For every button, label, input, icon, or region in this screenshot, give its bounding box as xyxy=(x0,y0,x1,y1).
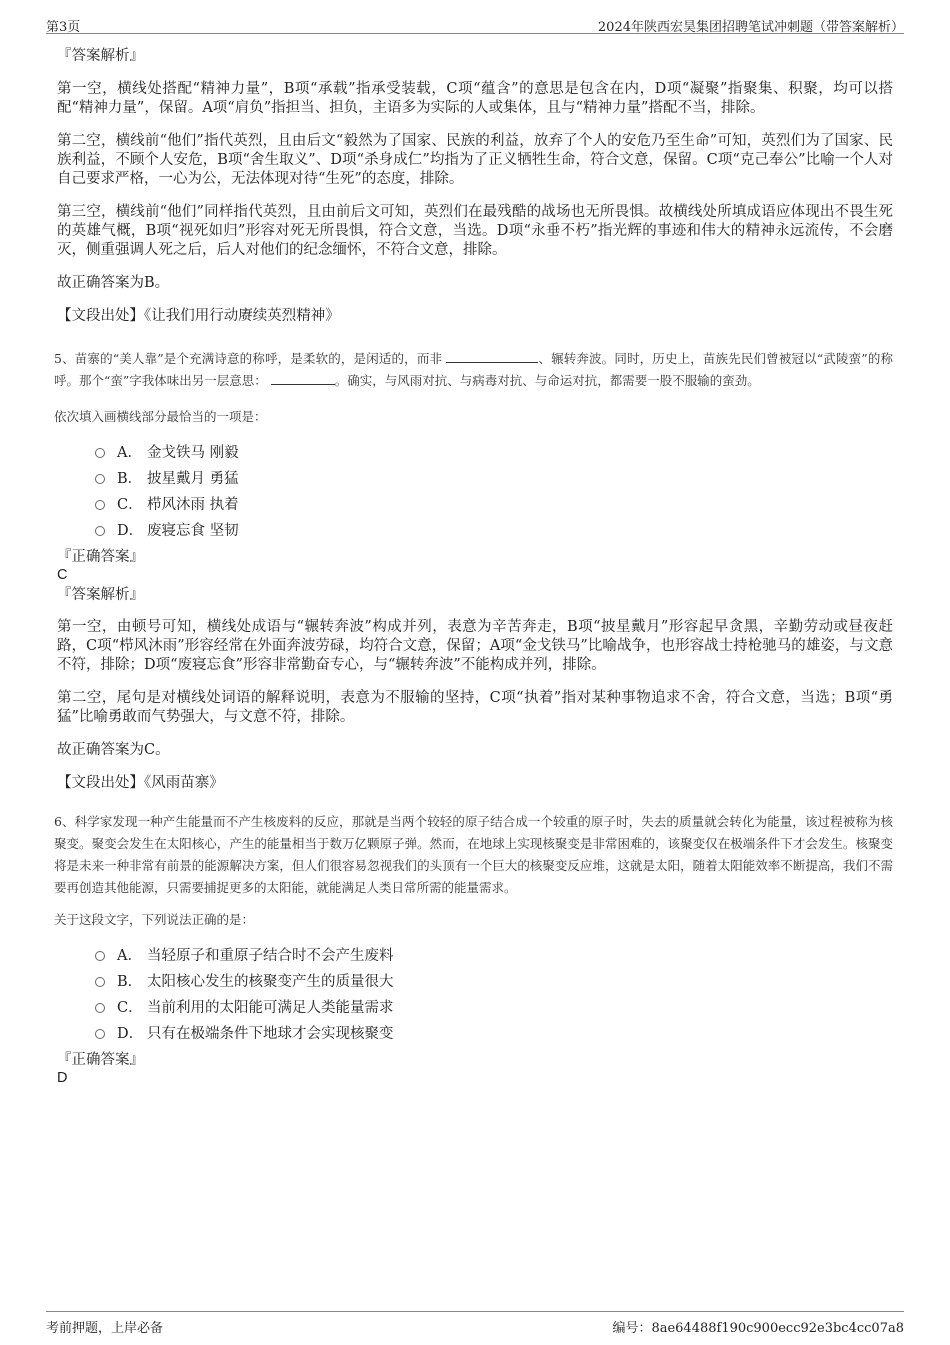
q5-analysis-para-1: 第一空，由顿号可知，横线处成语与“辗转奔波”构成并列，表意为辛苦奔走，B项“披星戴月”形容起早贪黑，辛勤劳动或昼夜赶路，C项“栉风沐雨”形容经常在外面奔波劳碌，均符合文意，保留；A项“金戈铁马”比喻战争，也形容战士持枪驰马的雄姿，与文意不符，排除；D项“废寝忘食”形容非常勤奋专心，与“辗转奔波”不能构成并列，排除。 xyxy=(57,619,893,673)
q6-option-a[interactable]: A． 当轻原子和重原子结合时不会产生废料 xyxy=(95,941,893,967)
q4-analysis-para-1: 第一空，横线处搭配“精神力量”，B项“承载”指承受装载，C项“蕴含”的意思是包含在内，D项“凝聚”指聚集、积聚，均可以搭配“精神力量”，保留。A项“肩负”指担当、担负，主语多为实际的人或集体，且与“精神力量”搭配不当，排除。 xyxy=(57,81,893,116)
q5-option-b[interactable]: B． 披星戴月 勇猛 xyxy=(95,464,893,490)
document-code: 编号：8ae64488f190c900ecc92e3bc4cc07a8 xyxy=(612,1321,904,1336)
q6-answer: D xyxy=(57,1070,68,1086)
radio-icon[interactable] xyxy=(95,1029,105,1039)
q5-blank-2 xyxy=(271,371,335,385)
q5-stem: 5、苗寨的“美人靠”是个充满诗意的称呼，是柔软的，是闲适的，而非 、辗转奔波。同时，历史上，苗族先民们曾被冠以“武陵蛮”的称呼。那个“蛮”字我体味出另一层意思： 。确实，与风雨对抗、与病毒对抗、与命运对抗，都需要一股不服输的蛮劲。 xyxy=(54,351,893,388)
radio-icon[interactable] xyxy=(95,526,105,536)
q5-prompt: 依次填入画横线部分最恰当的一项是： xyxy=(54,409,267,424)
q5-option-d[interactable]: D． 废寝忘食 坚韧 xyxy=(95,516,893,542)
q5-answer: C xyxy=(57,567,68,583)
q6-option-b[interactable]: B． 太阳核心发生的核聚变产生的质量很大 xyxy=(95,967,893,993)
q5-option-a[interactable]: A． 金戈铁马 刚毅 xyxy=(95,438,893,464)
q5-blank-1 xyxy=(446,349,538,363)
radio-icon[interactable] xyxy=(95,500,105,510)
q6-prompt: 关于这段文字，下列说法正确的是： xyxy=(54,912,255,927)
q4-analysis-para-2: 第二空，横线前“他们”指代英烈，且由后文“毅然为了国家、民族的利益，放弃了个人的安危乃至生命”可知，英烈们为了国家、民族利益，不顾个人安危，B项“舍生取义”、D项“杀身成仁”均指为了正义牺牲生命，符合文意，保留。C项“克己奉公”比喻一个人对自己要求严格，一心为公，无法体现对待“生死”的态度，排除。 xyxy=(57,133,893,187)
q6-options xyxy=(95,941,893,1045)
main-content xyxy=(54,46,893,1087)
radio-icon[interactable] xyxy=(95,951,105,961)
q4-answer-statement: 故正确答案为B。 xyxy=(57,275,170,291)
q5-option-c[interactable]: C． 栉风沐雨 执着 xyxy=(95,490,893,516)
q5-answer-label: 『正确答案』 xyxy=(57,549,144,565)
q5-options xyxy=(95,438,893,542)
q5-analysis-label: 『答案解析』 xyxy=(57,587,144,603)
radio-icon[interactable] xyxy=(95,977,105,987)
radio-icon[interactable] xyxy=(95,474,105,484)
q4-analysis-para-3: 第三空，横线前“他们”同样指代英烈，且由前后文可知，英烈们在最残酷的战场也无所畏惧。故横线处所填成语应体现出不畏生死的英雄气概，B项“视死如归”形容对死无所畏惧，符合文意，当选。D项“永垂不朽”指光辉的事迹和伟大的精神永远流传，不会磨灭，侧重强调人死之后，后人对他们的纪念缅怀，不符合文意，排除。 xyxy=(57,204,893,258)
q5-source: 【文段出处】《风雨苗寨》 xyxy=(57,775,224,791)
radio-icon[interactable] xyxy=(95,448,105,458)
footer-slogan: 考前押题，上岸必备 xyxy=(46,1321,164,1336)
q4-source: 【文段出处】《让我们用行动赓续英烈精神》 xyxy=(57,308,340,324)
radio-icon[interactable] xyxy=(95,1003,105,1013)
page-number: 第3页 xyxy=(46,20,81,35)
q6-option-d[interactable]: D． 只有在极端条件下地球才会实现核聚变 xyxy=(95,1019,893,1045)
document-title: 2024年陕西宏昊集团招聘笔试冲刺题（带答案解析） xyxy=(597,20,904,35)
q5-analysis-para-2: 第二空，尾句是对横线处词语的解释说明，表意为不服输的坚持，C项“执着”指对某种事物追求不舍，符合文意，当选；B项“勇猛”比喻勇敢而气势强大，与文意不符，排除。 xyxy=(57,690,893,725)
page-footer xyxy=(46,1311,904,1335)
q6-stem: 6、科学家发现一种产生能量而不产生核废料的反应，那就是当两个较轻的原子结合成一个较重的原子时，失去的质量就会转化为能量，该过程被称为核聚变。聚变会发生在太阳核心，产生的能量相当于数万亿颗原子弹。然而，在地球上实现核聚变是非常困难的，该聚变仅在极端条件下才会发生。核聚变将是未来一种非常有前景的能源解决方案，但人们很容易忽视我们的头顶有一个巨大的核聚变反应堆，这就是太阳，随着太阳能效率不断提高，我们不需要再创造其他能源，只需要捕捉更多的太阳能，就能满足人类日常所需的能量需求。 xyxy=(54,814,893,895)
q6-answer-label: 『正确答案』 xyxy=(57,1052,144,1068)
page-header xyxy=(46,14,904,34)
q5-answer-statement: 故正确答案为C。 xyxy=(57,742,170,758)
q6-option-c[interactable]: C． 当前利用的太阳能可满足人类能量需求 xyxy=(95,993,893,1019)
q4-analysis-label: 『答案解析』 xyxy=(57,48,144,64)
